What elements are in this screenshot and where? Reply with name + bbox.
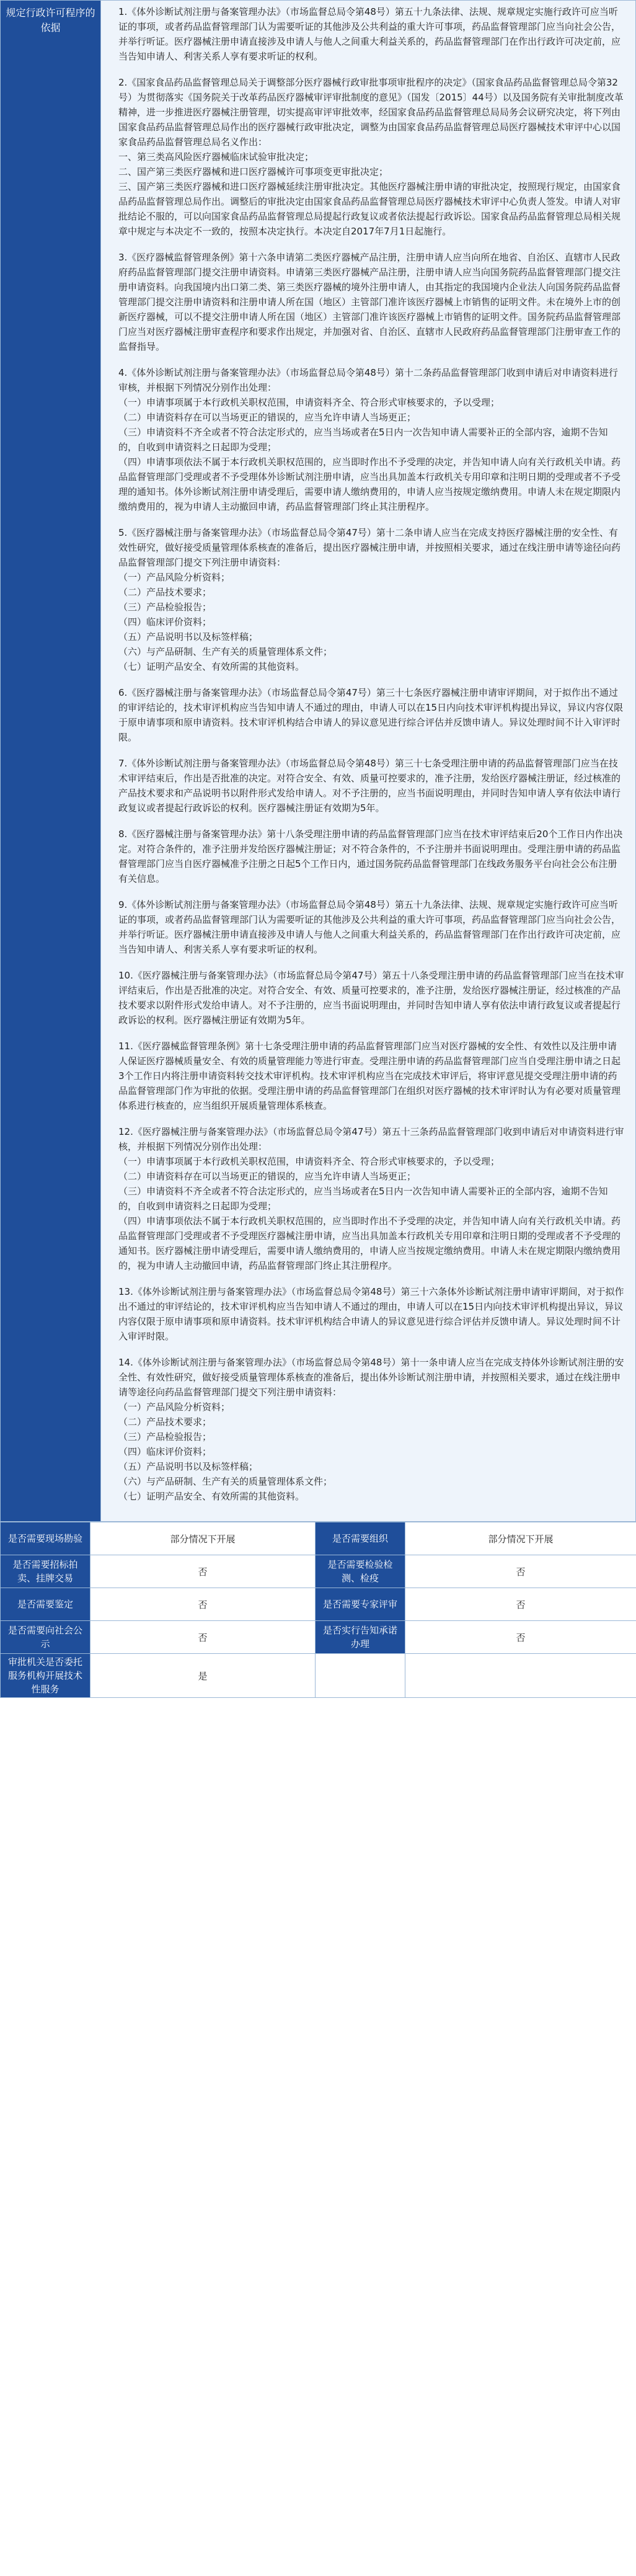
basis-item-2: 2.《国家食品药品监督管理总局关于调整部分医疗器械行政审批事项审批程序的决定》（国家食品药品监督管理总局令第32号）为贯彻落实《国务院关于改革药品医疗器械审评审批制度的意见》（国发〔2015〕44号）以及国务院有关审批制度改革精神，进一步推进医疗器械注册管理，切实提高审评审批效率，经国家食品药品监督管理总局局务会议研究决定，将下列由国家食品药品监督管理总局作出的医疗器械行政审批决定，调整为由国家食品药品监督管理总局医疗器械技术审评中心以国家食品药品监督管理总局名义作出： 一、第三类高风险医疗器械临床试验审批决定； 二、国产第三类医疗器械和进口医疗器械许可事项变更审批决定； 三、国产第三类医疗器械和进口医疗器械延续注册审批决定。其他医疗器械注册申请的审批决定，按照现行规定，由国家食品药品监督管理总局作出。调整后的审批决定由国家食品药品监督管理总局医疗器械技术审评中心负责人签发。申请人对审批结论不服的，可以向国家食品药品监督管理总局提起行政复议或者依法提起行政诉讼。国家食品药品监督管理总局相关规章中规定与本决定不一致的，按照本决定执行。本决定自2017年7月1日起施行。 xyxy=(118,77,624,237)
commitment-value: 否 xyxy=(405,1621,636,1654)
commitment-label: 是否实行告知承诺办理 xyxy=(316,1621,405,1654)
attributes-table xyxy=(0,1522,636,1698)
testing-label: 是否需要检验检测、检疫 xyxy=(316,1555,405,1588)
site-inspection-value: 部分情况下开展 xyxy=(91,1522,316,1555)
expert-review-label: 是否需要专家评审 xyxy=(316,1588,405,1621)
agency-label: 审批机关是否委托服务机构开展技术性服务 xyxy=(1,1654,91,1698)
basis-item-1: 1.《体外诊断试剂注册与备案管理办法》（市场监督总局令第48号）第五十九条法律、法规、规章规定实施行政许可应当听证的事项，或者药品监督管理部门认为需要听证的其他涉及公共利益的重大许可事项，药品监督管理部门应当向社会公告，并举行听证。医疗器械注册申请直接涉及申请人与他人之间重大利益关系的，药品监督管理部门在作出行政许可决定前，应当告知申请人、利害关系人享有要求听证的权利。 xyxy=(118,6,621,62)
appraisal-label: 是否需要鉴定 xyxy=(1,1588,91,1621)
site-inspection-label: 是否需要现场勘验 xyxy=(1,1522,91,1555)
expert-review-value: 否 xyxy=(405,1588,636,1621)
publicity-label: 是否需要向社会公示 xyxy=(1,1621,91,1654)
basis-item-13: 13.《体外诊断试剂注册与备案管理办法》（市场监督总局令第48号）第三十六条体外诊断试剂注册申请审评期间，对于拟作出不通过的审评结论的，技术审评机构应当告知申请人不通过的理由，申请人可以在15日内向技术审评机构提出异议，异议内容仅限于原申请事项和原申请资料。技术审评机构结合申请人的异议意见进行综合评估并反馈申请人。异议处理时间不计入审评时限。 xyxy=(118,1286,624,1342)
basis-item-3: 3.《医疗器械监督管理条例》第十六条申请第二类医疗器械产品注册，注册申请人应当向所在地省、自治区、直辖市人民政府药品监督管理部门提交注册申请资料。申请第三类医疗器械产品注册，注册申请人应当向国务院药品监督管理部门提交注册申请资料。向我国境内出口第二类、第三类医疗器械的境外注册申请人，由其指定的我国境内企业法人向国务院药品监督管理部门提交注册申请资料和注册申请人所在国（地区）主管部门准许该医疗器械上市销售的证明文件。未在境外上市的创新医疗器械，可以不提交注册申请人所在国（地区）主管部门准许该医疗器械上市销售的证明文件。国务院药品监督管理部门应当对医疗器械注册审查程序和要求作出规定，并加强对省、自治区、直辖市人民政府药品监督管理部门注册审查工作的监督指导。 xyxy=(118,252,621,352)
basis-label: 规定行政许可程序的依据 xyxy=(1,1,101,1522)
bidding-label: 是否需要招标拍卖、挂牌交易 xyxy=(1,1555,91,1588)
basis-item-9: 9.《体外诊断试剂注册与备案管理办法》（市场监督总局令第48号）第五十九条法律、法规、规章规定实施行政许可应当听证的事项，或者药品监督管理部门认为需要听证的其他涉及公共利益的重大许可事项，药品监督管理部门应当向社会公告，并举行听证。医疗器械注册申请直接涉及申请人与他人之间重大利益关系的，药品监督管理部门在作出行政许可决定前，应当告知申请人、利害关系人享有要求听证的权利。 xyxy=(118,899,621,955)
basis-content xyxy=(101,1,636,1522)
basis-item-11: 11.《医疗器械监督管理条例》第十七条受理注册申请的药品监督管理部门应当对医疗器械的安全性、有效性以及注册申请人保证医疗器械质量安全、有效的质量管理能力等进行审查。受理注册申请的药品监督管理部门应当自受理注册申请之日起3个工作日内将注册申请资料转交技术审评机构。技术审评机构应当在完成技术审评后，将审评意见提交受理注册申请的药品监督管理部门作为审批的依据。受理注册申请的药品监督管理部门在组织对医疗器械的技术审评时认为有必要对质量管理体系进行核查的，应当组织开展质量管理体系核查。 xyxy=(118,1041,621,1111)
empty-cell xyxy=(316,1654,405,1698)
basis-item-10: 10.《医疗器械注册与备案管理办法》（市场监督总局令第47号）第五十八条受理注册申请的药品监督管理部门应当在技术审评结束后，作出是否批准的决定。对符合安全、有效、质量可控要求的，准予注册，发给医疗器械注册证，经过核准的产品技术要求以附件形式发给申请人。对不予注册的，应当书面说明理由，并同时告知申请人享有依法申请行政复议或者提起行政诉讼的权利。医疗器械注册证有效期为5年。 xyxy=(118,970,624,1026)
publicity-value: 否 xyxy=(91,1621,316,1654)
testing-value: 否 xyxy=(405,1555,636,1588)
empty-cell xyxy=(405,1654,636,1698)
basis-item-14: 14.《体外诊断试剂注册与备案管理办法》（市场监督总局令第48号）第十一条申请人应当在完成支持体外诊断试剂注册的安全性、有效性研究，做好接受质量管理体系核查的准备后，提出体外诊断试剂注册申请，并按照相关要求，通过在线注册申请等途径向药品监督管理部门提交下列注册申请资料： （一）产品风险分析资料； （二）产品技术要求； （三）产品检验报告； （四）临床评价资料； （五）产品说明书以及标签样稿； （六）与产品研制、生产有关的质量管理体系文件； （七）证明产品安全、有效所需的其他资料。 xyxy=(118,1357,624,1502)
organize-value: 部分情况下开展 xyxy=(405,1522,636,1555)
basis-item-6: 6.《医疗器械注册与备案管理办法》（市场监督总局令第47号）第三十七条医疗器械注册申请审评期间，对于拟作出不通过的审评结论的，技术审评机构应当告知申请人不通过的理由，申请人可以在15日内向技术审评机构提出异议，异议内容仅限于原申请事项和原申请资料。技术审评机构结合申请人的异议意见进行综合评估并反馈申请人。异议处理时间不计入审评时限。 xyxy=(118,687,624,743)
appraisal-value: 否 xyxy=(91,1588,316,1621)
bidding-value: 否 xyxy=(91,1555,316,1588)
basis-item-8: 8.《医疗器械注册与备案管理办法》第十八条受理注册申请的药品监督管理部门应当在技术审评结束后20个工作日内作出决定。对符合条件的，准予注册并发给医疗器械注册证；对不符合条件的，不予注册并书面说明理由。受理注册申请的药品监督管理部门应当自医疗器械准予注册之日起5个工作日内，通过国务院药品监督管理部门在线政务服务平台向社会公布注册有关信息。 xyxy=(118,828,623,884)
basis-item-4: 4.《体外诊断试剂注册与备案管理办法》（市场监督总局令第48号）第十二条药品监督管理部门收到申请后对申请资料进行审核，并根据下列情况分别作出处理： （一）申请事项属于本行政机关职权范围，申请资料齐全、符合形式审核要求的，予以受理； （二）申请资料存在可以当场更正的错误的，应当允许申请人当场更正； （三）申请资料不齐全或者不符合法定形式的，应当当场或者在5日内一次告知申请人需要补正的全部内容，逾期不告知的，自收到申请资料之日起即为受理； （四）申请事项依法不属于本行政机关职权范围的，应当即时作出不予受理的决定，并告知申请人向有关行政机关申请。药品监督管理部门受理或者不予受理体外诊断试剂注册申请，应当出具加盖本行政机关专用印章和注明日期的受理或者不予受理的通知书。体外诊断试剂注册申请受理后，需要申请人缴纳费用的，申请人应当按规定缴纳费用。申请人未在规定期限内缴纳费用的，视为申请人主动撤回申请，药品监督管理部门终止其注册程序。 xyxy=(118,367,621,512)
basis-item-12: 12.《医疗器械注册与备案管理办法》（市场监督总局令第47号）第五十三条药品监督管理部门收到申请后对申请资料进行审核，并根据下列情况分别作出处理： （一）申请事项属于本行政机关职权范围，申请资料齐全、符合形式审核要求的，予以受理； （二）申请资料存在可以当场更正的错误的，应当允许申请人当场更正； （三）申请资料不齐全或者不符合法定形式的，应当当场或者在5日内一次告知申请人需要补正的全部内容，逾期不告知的，自收到申请资料之日起即为受理； （四）申请事项依法不属于本行政机关职权范围的，应当即时作出不予受理的决定，并告知申请人向有关行政机关申请。药品监督管理部门受理或者不予受理医疗器械注册申请，应当出具加盖本行政机关专用印章和注明日期的受理或者不予受理的通知书。医疗器械注册申请受理后，需要申请人缴纳费用的，申请人应当按规定缴纳费用。申请人未在规定期限内缴纳费用的，视为申请人主动撤回申请，药品监督管理部门终止其注册程序。 xyxy=(118,1126,624,1271)
basis-item-5: 5.《医疗器械注册与备案管理办法》（市场监督总局令第47号）第十二条申请人应当在完成支持医疗器械注册的安全性、有效性研究，做好接受质量管理体系核查的准备后，提出医疗器械注册申请，并按照相关要求，通过在线注册申请等途径向药品监督管理部门提交下列注册申请资料： （一）产品风险分析资料； （二）产品技术要求； （三）产品检验报告； （四）临床评价资料； （五）产品说明书以及标签样稿； （六）与产品研制、生产有关的质量管理体系文件； （七）证明产品安全、有效所需的其他资料。 xyxy=(118,527,621,672)
organize-label: 是否需要组织 xyxy=(316,1522,405,1555)
basis-item-7: 7.《体外诊断试剂注册与备案管理办法》（市场监督总局令第48号）第三十七条受理注册申请的药品监督管理部门应当在技术审评结束后，作出是否批准的决定。对符合安全、有效、质量可控要求的，准予注册，发给医疗器械注册证，经过核准的产品技术要求和产品说明书以附件形式发给申请人。对不予注册的，应当书面说明理由，并同时告知申请人享有依法申请行政复议或者提起行政诉讼的权利。医疗器械注册证有效期为5年。 xyxy=(118,758,621,814)
agency-value: 是 xyxy=(91,1654,316,1698)
